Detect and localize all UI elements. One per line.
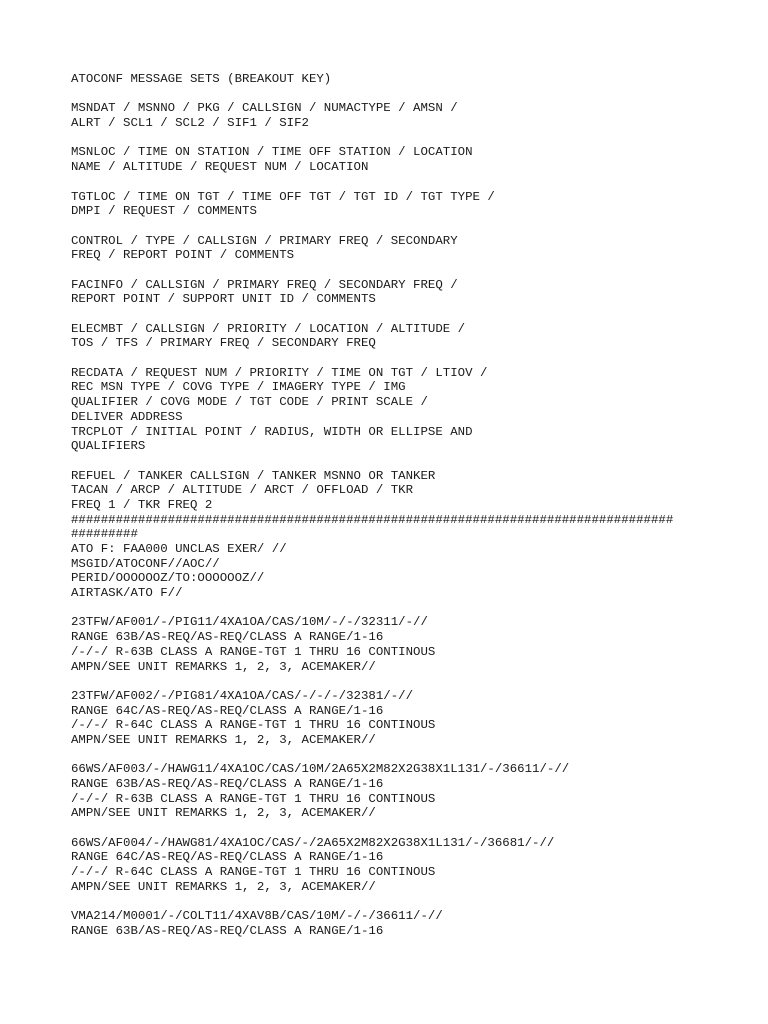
document-line: AIRTASK/ATO F// (71, 586, 183, 601)
blank-line (71, 307, 751, 322)
document-line: 23TFW/AF001/-/PIG11/4XA1OA/CAS/10M/-/-/32311/-// (71, 615, 428, 630)
document-line: PERID/OOOOOOZ/TO:OOOOOOZ// (71, 571, 265, 586)
document-line: ATO F: FAA000 UNCLAS EXER/ // (71, 542, 287, 556)
document-line: AMPN/SEE UNIT REMARKS 1, 2, 3, ACEMAKER// (71, 732, 376, 747)
document-line: ################################################################################# (71, 512, 674, 527)
document-line: ######### (71, 527, 138, 542)
document-line: TRCPLOT / INITIAL POINT / RADIUS, WIDTH OR ELLIPSE AND (71, 424, 473, 439)
blank-line (71, 263, 751, 278)
document-line: NAME / ALTITUDE / REQUEST NUM / LOCATION (71, 160, 369, 175)
document-line: DMPI / REQUEST / COMMENTS (71, 204, 257, 219)
document-line: ELECMBT / CALLSIGN / PRIORITY / LOCATION / ALTITUDE / (71, 321, 466, 336)
blank-line (71, 219, 751, 234)
blank-line (71, 131, 751, 146)
document-line: MSNDAT / MSNNO / PKG / CALLSIGN / NUMACTYPE / AMSN / (71, 101, 458, 116)
document-line: REFUEL / TANKER CALLSIGN / TANKER MSNNO OR TANKER (71, 468, 436, 483)
document-line: AMPN/SEE UNIT REMARKS 1, 2, 3, ACEMAKER// (71, 879, 376, 894)
document-line: /-/-/ R-64C CLASS A RANGE-TGT 1 THRU 16 CONTINOUS (71, 718, 436, 733)
document-line: /-/-/ R-63B CLASS A RANGE-TGT 1 THRU 16 CONTINOUS (71, 644, 436, 659)
document-line: QUALIFIERS (71, 439, 146, 454)
document-line: /-/-/ R-63B CLASS A RANGE-TGT 1 THRU 16 CONTINOUS (71, 791, 436, 806)
document-line: /-/-/ R-64C CLASS A RANGE-TGT 1 THRU 16 CONTINOUS (71, 865, 436, 880)
blank-line (71, 351, 751, 366)
document-line: FREQ / REPORT POINT / COMMENTS (71, 248, 295, 263)
document-line: 66WS/AF004/-/HAWG81/4XA1OC/CAS/-/2A65X2M82X2G38X1L131/-/36681/-// (71, 835, 555, 850)
document-line: 23TFW/AF002/-/PIG81/4XA1OA/CAS/-/-/-/32381/-// (71, 688, 414, 703)
document-line: RANGE 63B/AS-REQ/AS-REQ/CLASS A RANGE/1-16 (71, 923, 384, 938)
blank-line (71, 674, 751, 689)
document-line: FACINFO / CALLSIGN / PRIMARY FREQ / SECONDARY FREQ / (71, 277, 458, 292)
blank-line (71, 821, 751, 836)
document-line: AMPN/SEE UNIT REMARKS 1, 2, 3, ACEMAKER// (71, 806, 376, 821)
document-line: FREQ 1 / TKR FREQ 2 (71, 497, 213, 512)
document-line: VMA214/M0001/-/COLT11/4XAV8B/CAS/10M/-/-/36611/-// (71, 909, 443, 924)
document-line: RANGE 64C/AS-REQ/AS-REQ/CLASS A RANGE/1-16 (71, 850, 384, 865)
document-line: ATOCONF MESSAGE SETS (BREAKOUT KEY) (71, 72, 332, 86)
document-line: QUALIFIER / COVG MODE / TGT CODE / PRINT SCALE / (71, 395, 428, 410)
blank-line (71, 601, 751, 616)
document-line: ALRT / SCL1 / SCL2 / SIF1 / SIF2 (71, 116, 309, 131)
document-line: DELIVER ADDRESS (71, 409, 183, 424)
blank-line (71, 454, 751, 469)
document-line: REPORT POINT / SUPPORT UNIT ID / COMMENTS (71, 292, 376, 307)
document-line: RANGE 63B/AS-REQ/AS-REQ/CLASS A RANGE/1-16 (71, 777, 384, 791)
document-line: TGTLOC / TIME ON TGT / TIME OFF TGT / TGT ID / TGT TYPE / (71, 189, 495, 204)
document-line: MSNLOC / TIME ON STATION / TIME OFF STATION / LOCATION (71, 145, 473, 160)
document-line: TOS / TFS / PRIMARY FREQ / SECONDARY FREQ (71, 336, 376, 351)
document-body (71, 72, 751, 939)
document-line: 66WS/AF003/-/HAWG11/4XA1OC/CAS/10M/2A65X2M82X2G38X1L131/-/36611/-// (71, 762, 570, 777)
blank-line (71, 748, 751, 763)
document-line: CONTROL / TYPE / CALLSIGN / PRIMARY FREQ / SECONDARY (71, 233, 458, 248)
blank-line (71, 895, 751, 910)
document-line: RANGE 63B/AS-REQ/AS-REQ/CLASS A RANGE/1-16 (71, 630, 384, 645)
document-line: MSGID/ATOCONF//AOC// (71, 556, 220, 571)
document-line: RECDATA / REQUEST NUM / PRIORITY / TIME ON TGT / LTIOV / (71, 365, 488, 380)
document-line: AMPN/SEE UNIT REMARKS 1, 2, 3, ACEMAKER// (71, 659, 376, 674)
document-line: TACAN / ARCP / ALTITUDE / ARCT / OFFLOAD / TKR (71, 483, 414, 498)
document-line: REC MSN TYPE / COVG TYPE / IMAGERY TYPE / IMG (71, 380, 406, 395)
blank-line (71, 87, 751, 102)
document-line: RANGE 64C/AS-REQ/AS-REQ/CLASS A RANGE/1-16 (71, 703, 384, 718)
blank-line (71, 175, 751, 190)
